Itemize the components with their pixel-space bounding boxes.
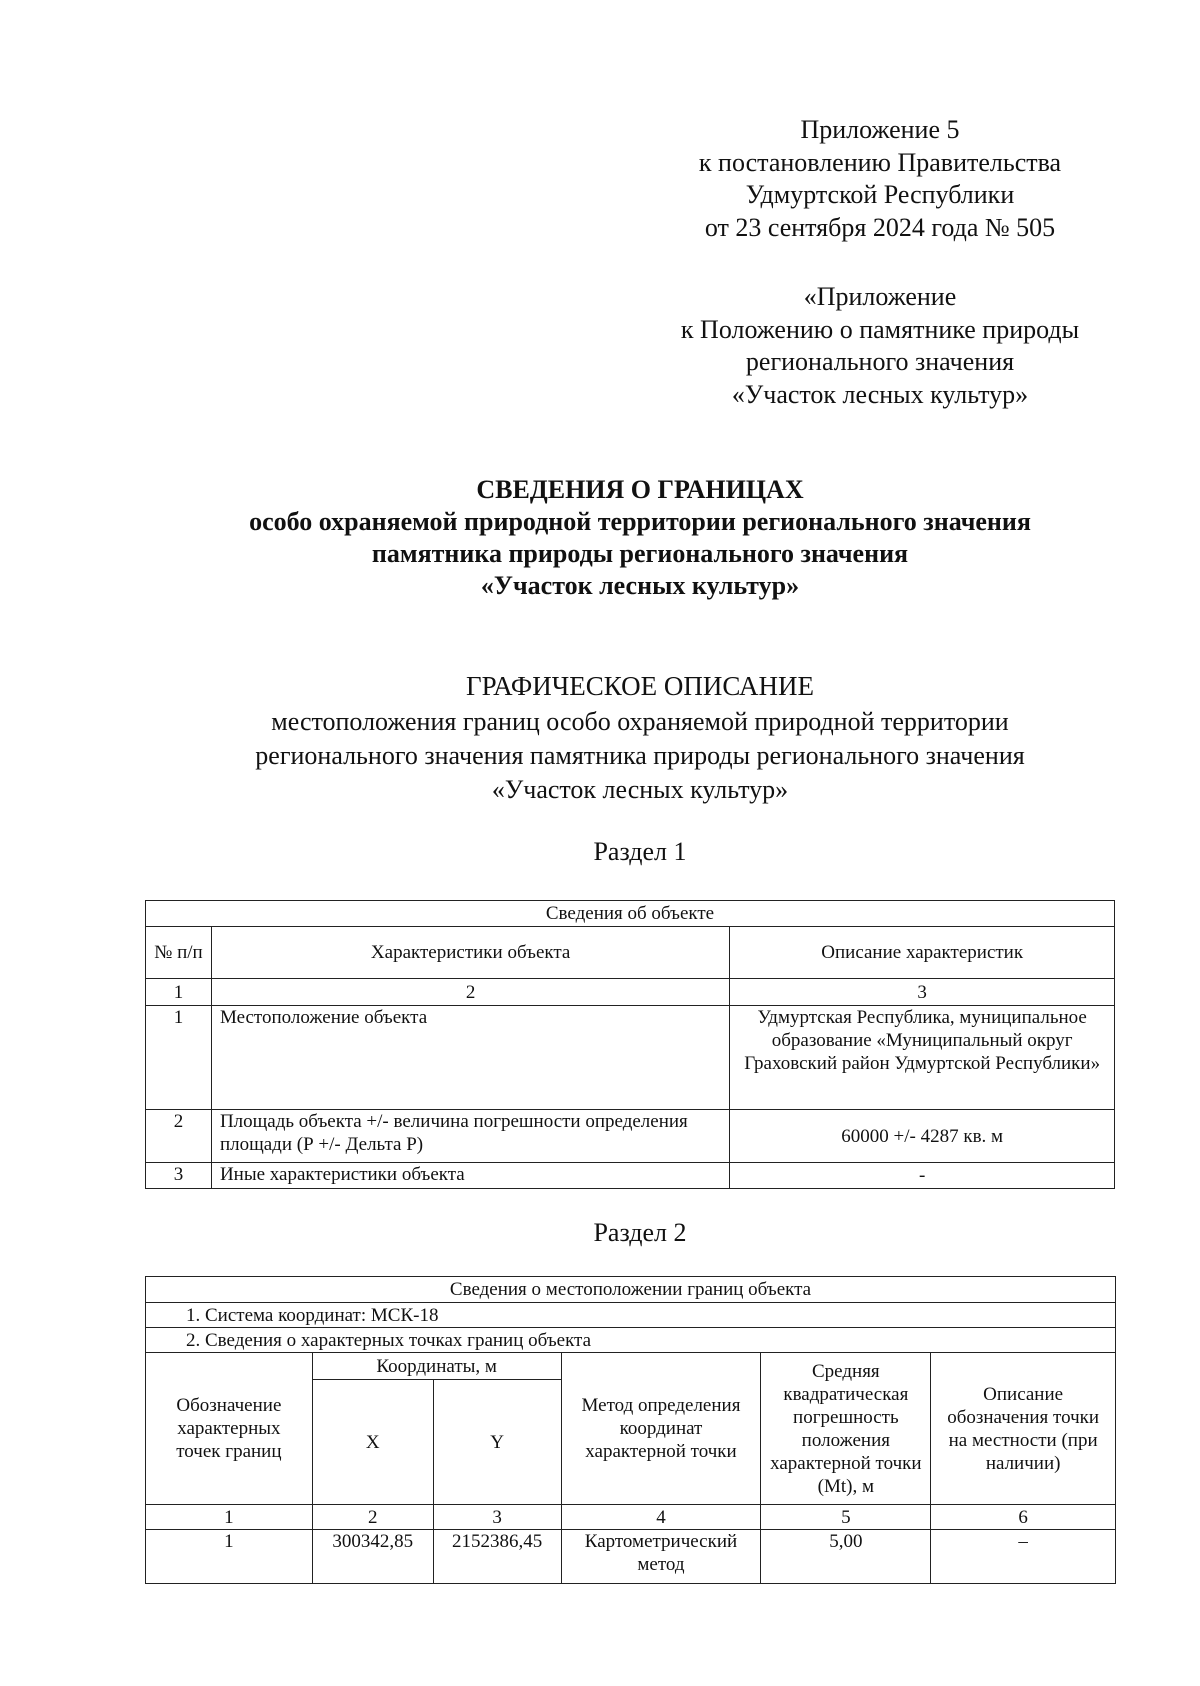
row-characteristic: Местоположение объекта: [211, 1006, 729, 1110]
column-number: 3: [730, 979, 1115, 1006]
row-number: 2: [146, 1110, 212, 1163]
appendix-ref-note: [620, 281, 1140, 411]
heading-line: особо охраняемой природной территории регионального значения: [249, 507, 1031, 536]
appendix-ref-line: «Участок лесных культур»: [731, 379, 1029, 409]
graphic-title: ГРАФИЧЕСКОЕ ОПИСАНИЕ: [465, 671, 815, 701]
row-value: -: [730, 1163, 1115, 1189]
coordinate-system-line: 1. Система координат: МСК-18: [146, 1303, 1116, 1328]
object-info-table: [145, 900, 1115, 1189]
graphic-line: «Участок лесных культур»: [491, 775, 789, 804]
column-header-method: Метод определения координат характерной точки: [561, 1353, 761, 1505]
graphic-line: местоположения границ особо охраняемой природной территории: [271, 707, 1009, 736]
column-header-y: Y: [433, 1380, 561, 1505]
column-number: 6: [931, 1505, 1116, 1530]
accuracy-value: 5,00: [761, 1530, 931, 1584]
point-label: 1: [146, 1530, 313, 1584]
method-value: Картометрический метод: [561, 1530, 761, 1584]
graphic-description-heading: [100, 669, 1180, 807]
appendix-5-line: к постановлению Правительства: [698, 147, 1062, 177]
appendix-ref-line: «Приложение: [803, 282, 957, 311]
appendix-ref-line: регионального значения: [745, 347, 1015, 376]
graphic-line: регионального значения памятника природы регионального значения: [255, 741, 1025, 770]
heading-line: памятника природы регионального значения: [371, 539, 909, 568]
section-1-title: Раздел 1: [593, 837, 687, 866]
heading-line: СВЕДЕНИЯ О ГРАНИЦАХ: [476, 475, 804, 504]
appendix-5-note: [620, 114, 1140, 244]
column-number: 3: [433, 1505, 561, 1530]
heading-line: «Участок лесных культур»: [480, 571, 800, 600]
table-row: [146, 1163, 1115, 1189]
point-description: –: [931, 1530, 1116, 1584]
table-row: [146, 1110, 1115, 1163]
column-number: 1: [146, 1505, 313, 1530]
table-caption: Сведения о местоположении границ объекта: [146, 1277, 1116, 1303]
table-caption: Сведения об объекте: [146, 901, 1115, 927]
row-characteristic: Площадь объекта +/- величина погрешности определения площади (Р +/- Дельта Р): [211, 1110, 729, 1163]
appendix-ref-line: к Положению о памятнике природы: [680, 314, 1080, 344]
coordinate-y: 2152386,45: [433, 1530, 561, 1584]
table-row: [146, 1530, 1116, 1584]
row-number: 1: [146, 1006, 212, 1110]
boundary-points-line: 2. Сведения о характерных точках границ объекта: [146, 1328, 1116, 1353]
column-header-description: Описание характеристик: [730, 927, 1115, 979]
section-2-title: Раздел 2: [593, 1218, 687, 1247]
coordinate-x: 300342,85: [312, 1530, 433, 1584]
appendix-5-line: Приложение 5: [800, 115, 960, 144]
column-header-coordinates: Координаты, м: [312, 1353, 561, 1380]
column-header-description: Описание обозначения точки на местности (при наличии): [931, 1353, 1116, 1505]
column-header-accuracy: Средняя квадратическая погрешность положения характерной точки (Mt), м: [761, 1353, 931, 1505]
table-row: [146, 1006, 1115, 1110]
row-value: 60000 +/- 4287 кв. м: [730, 1110, 1115, 1163]
row-characteristic: Иные характеристики объекта: [211, 1163, 729, 1189]
column-header-number: № п/п: [146, 927, 212, 979]
column-number: 1: [146, 979, 212, 1006]
column-header-x: X: [312, 1380, 433, 1505]
row-number: 3: [146, 1163, 212, 1189]
column-header-points: Обозначение характерных точек границ: [146, 1353, 313, 1505]
column-header-characteristics: Характеристики объекта: [211, 927, 729, 979]
column-number: 4: [561, 1505, 761, 1530]
column-number: 5: [761, 1505, 931, 1530]
column-number: 2: [312, 1505, 433, 1530]
appendix-5-line: от 23 сентября 2024 года № 505: [704, 212, 1056, 242]
row-value: Удмуртская Республика, муниципальное образование «Муниципальный округ Граховский район Удмуртской Республики»: [730, 1006, 1115, 1110]
appendix-5-line: Удмуртской Республики: [745, 180, 1015, 209]
boundary-points-table: [145, 1276, 1116, 1584]
column-number: 2: [211, 979, 729, 1006]
document-heading: [100, 474, 1180, 602]
